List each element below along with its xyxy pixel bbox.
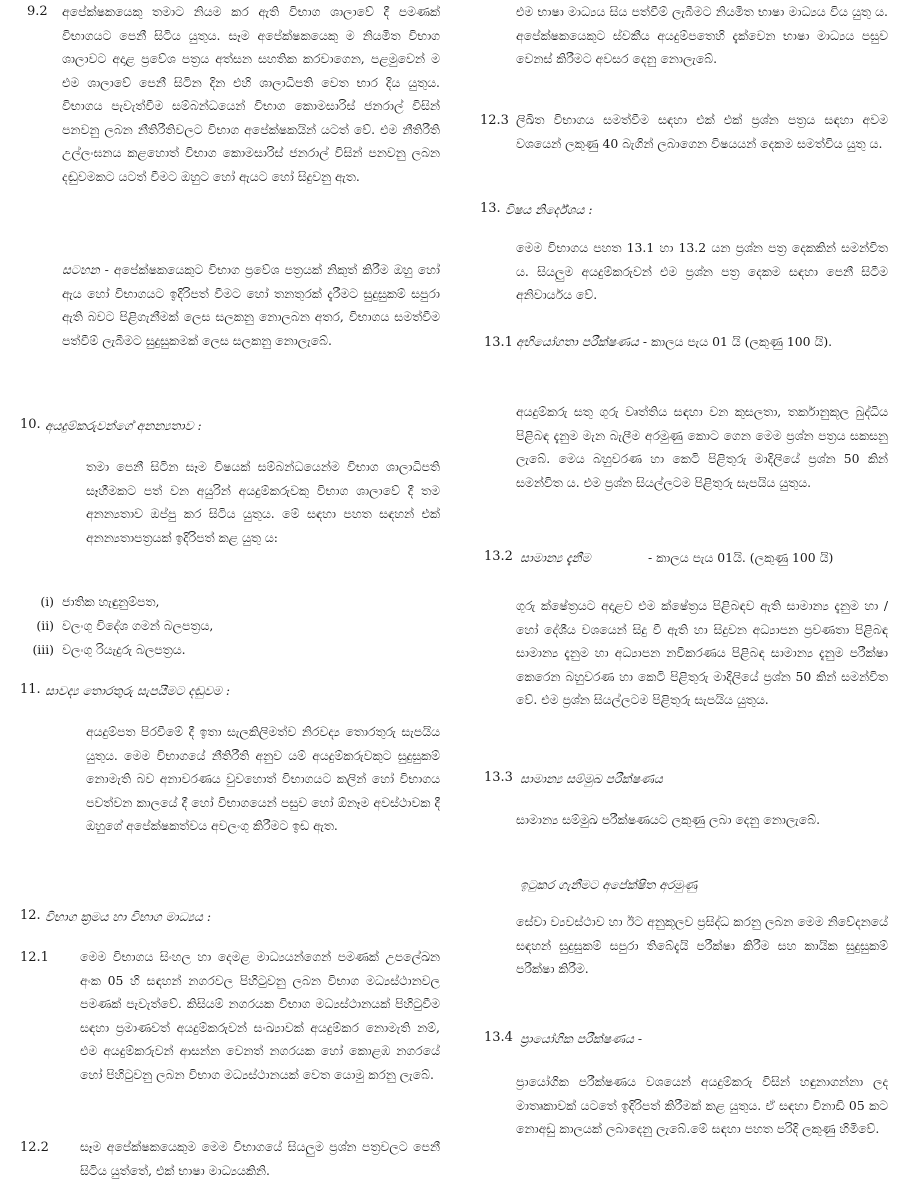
section-11-body: අයදුම්පත පිරවීමේ දී ඉතා සැලකිලිමත්ව නිරවද්‍ය තොරතුරු සැපයිය යුතුය. මෙම විභාගයේ නීතිරීති අනුව යම් අයදුම්කරුවකුට සුදුසුකම් නොමැති බව අනාවරණය වුවහොත් විභාගයට කලින් හෝ විභාගය පවත්වන කාලයේ දී හෝ විභාගයෙන් පසුව හෝ ඕනෑම අවස්ථාවක දී ඔහුගේ අපේක්ෂකත්වය අවලංගු කිරීමට ඉඩ ඇත. [86,724,440,833]
section-13-3-title: සාමාන්‍ය සම්මුඛ පරීක්ෂණය [520,771,663,786]
section-number-12-1: 12.1 [20,950,49,965]
section-13-heading: විෂය නිර්දේශය : [505,202,593,217]
note-label: සටහන - [62,262,109,277]
section-9-2-note [62,258,440,398]
section-number-12: 12. [20,908,41,923]
section-number-13-4: 13.4 [484,1030,513,1045]
section-10-body: තමා පෙනී සිටින සෑම විෂයක් සම්බන්ධයෙන්ම විභාග ශාලාධිපති සෑහීමකට පත් වන අයුරින් අයදුම්කරුවකු විභාග ශාලාවේ දී තම අනන්‍යතාව ඔප්පු කර සිටිය යුතුය. මේ සඳහා පහත සඳහන් එක් අනන්‍යතාපත්‍රයක් ඉදිරිපත් කළ යුතු ය: [86,459,440,545]
section-13-4-body: ප්‍රායෝගික පරීක්ෂණය වශයෙන් අයදුම්කරු විසින් හඳුනාගන්නා ලද මාතෘකාවක් යටතේ ඉදිරිපත් කිරීමක් කළ යුතුය. ඒ සඳහා විනාඩි 05 කට නොඅඩු කාලයක් ලබාදෙනු ලැබේ.මේ සඳහා පහත පරිදි ලකුණු හිමිවේ. [516,1074,888,1136]
section-13-2-time: - කාලය පැය 01යි. (ලකුණු 100 යි) [648,550,834,565]
section-13-1-body: අයදුම්කරු සතු ගුරු වෘත්තිය සඳහා වන කුසලතා, තර්කානුකූල බුද්ධිය පිළිබඳ දැනුම මැන බැලීම අරමුණු කොට ගෙන මෙම ප්‍රශ්න පත්‍රය සකසනු ලැබේ. මෙය බහුවරණ හා කෙටි පිළිතුරු මාදිලියේ ප්‍රශ්න 50 කින් සමන්විත ය. එම ප්‍රශ්න සියල්ලටම පිළිතුරු සැපයිය යුතුය. [516,404,888,490]
section-12-3-body: ලිඛිත විභාගය සමත්වීම සඳහා එක් එක් ප්‍රශ්න පත්‍රය සඳහා අවම වශයෙන් ලකුණු 40 බැගින් ලබාගෙන විෂයයන් දෙකම සමත්විය යුතු ය. [516,112,888,151]
section-number-13-1: 13.1 [484,335,513,350]
section-12-1-body: මෙම විභාගය සිංහල හා දෙමළ මාධ්‍යයන්ගෙන් පමණක් උපලේඛන අංක 05 හි සඳහන් නගරවල පිහිටුවනු ලබන විභාග මධ්‍යස්ථානවල පමණක් පැවැත්වේ. කිසියම් නගරයක විභාග මධ්‍යස්ථානයක් පිහිටුවීම සඳහා ප්‍රමාණවත් අයදුම්කරුවන් සංඛ්‍යාවක් අයදුම්කර නොමැති නම්, එම අයදුම්කරුවන් ආසන්න වෙනත් නගරයක හෝ කොළඹ නගරයේ හෝ පිහිටුවනු ලබන විභාග මධ්‍යස්ථානයක් වෙත යොමු කරනු ලැබේ. [80,949,440,1082]
list-item: (iii) වලංගු රියැදුරු බලපත්‍රය. [32,642,186,657]
section-number-10: 10. [20,417,41,432]
section-13-2-title: සාමාන්‍ය දැනීම [520,550,591,565]
section-12-2-body: සෑම අපේක්ෂකයෙකුම මෙම විභාගයේ සියලුම ප්‍රශ්න පත්‍රවලට පෙනී සිටිය යුත්තේ, එක් භාෂා මාධ්‍යයකිනි. [80,1139,440,1178]
note-body: අපේක්ෂකයෙකුට විභාග ප්‍රවේශ පත්‍රයක් නිකුත් කිරීම ඔහු හෝ ඇය හෝ විභාගයට ඉදිරිපත් වීමට හෝ තනතුරක් දැරීමට සුදුසුකම් සපුරා ඇති බවට පිළිගැනීමක් ලෙස සලකනු නොලබන අතර, විභාගය සමත්වීම පත්වීම් ලැබීමට සුදුසුකමක් ලෙස සලකනු නොලැබේ. [62,262,440,348]
section-13-body: මෙම විභාගය පහත 13.1 හා 13.2 යන ප්‍රශ්න පත්‍ර දෙකකින් සමන්විත ය. සියලුම අයදුම්කරුවන් එම ප්‍රශ්න පත්‍ර දෙකම සඳහා පෙනී සිටීම අනිවාර්යය වේ. [516,240,888,302]
expected-goals-title: ඉටුකර ගැනීමට අපේක්ෂිත අරමුණු [520,877,698,892]
section-10-heading: අයදුම්කරුවන්ගේ අනන්‍යතාව : [45,418,202,433]
section-11-heading: සාවද්‍ය තොරතුරු සැපයීමට දඬුවම : [45,683,231,698]
section-13-4-title: ප්‍රායෝගික පරීක්ෂණය - [520,1031,643,1046]
expected-goals-body: සේවා ව්‍යවස්ථාව හා ඊට අනුකූලව ප්‍රසිද්ධ කරනු ලබන මෙම නිවේදනයේ සඳහන් සුදුසුකම් සපුරා තිබේදැයි පරීක්ෂා කිරීම සහ කායික සුදුසුකම් පරීක්ෂා කිරීම. [516,914,888,976]
section-number-13-3: 13.3 [484,770,513,785]
section-number-9-2: 9.2 [27,4,48,19]
section-number-13: 13. [480,201,501,216]
section-12-heading: විභාග ක්‍රමය හා විභාග මාධ්‍යය : [45,909,212,924]
list-item: (i) ජාතික හැඳුනුම්පත, [40,594,160,609]
section-number-13-2: 13.2 [484,549,513,564]
section-13-1-heading: අභියෝගතා පරීක්ෂණය - කාලය පැය 01 යි (ලකුණු 100 යි). [516,334,833,349]
section-number-12-3: 12.3 [480,113,509,128]
section-12-2-continued: එම භාෂා මාධ්‍යය සිය පත්වීම් ලැබීමට නියමිත භාෂා මාධ්‍යය විය යුතු ය. අපේක්ෂකයෙකුට ස්වකීය අයදුම්පතෙහි දැක්වෙන භාෂා මාධ්‍යය පසුව වෙනස් කිරීමට අවසර දෙනු නොලැබේ. [516,4,888,66]
section-number-12-2: 12.2 [20,1140,49,1155]
section-13-2-body: ගුරු ක්ෂේත්‍රයට අදාළව එම ක්ෂේත්‍රය පිළිබඳව ඇති සාමාන්‍ය දැනුම හා / හෝ දේශීය වශයෙන් සිදු වී ඇති හා සිදුවන අධ්‍යාපන ප්‍රවණතා පිළිබඳ සාමාන්‍ය දැනුම හා අධ්‍යාපන නවීකරණය පිළිබඳ සාමාන්‍ය දැනුම පරීක්ෂා කෙරෙන බහුවරණ හා කෙටි පිළිතුරු මාදිලියේ ප්‍රශ්න 50 කින් සමන්විත වේ. එම ප්‍රශ්න සියල්ලටම පිළිතුරු සැපයිය යුතුය. [516,598,888,707]
list-item: (ii) වලංගු විදේශ ගමන් බලපත්‍රය, [36,618,214,633]
section-number-11: 11. [20,682,41,697]
section-13-3-body: සාමාන්‍ය සම්මුඛ පරීක්ෂණයට ලකුණු ලබා දෙනු නොලැබේ. [516,812,821,827]
id-document-list [20,590,440,662]
section-9-2-body: අපේක්ෂකයෙකු තමාට නියම කර ඇති විභාග ශාලාවේ දී පමණක් විභාගයට පෙනී සිටිය යුතුය. සෑම අපේක්ෂකයෙකු ම නියමිත විභාග ශාලාවට අදාළ ප්‍රවේශ පත්‍රය අත්සන සහතික කරවාගෙන, පළමුවෙන් ම එම ශාලාවේ පෙනී සිටින දින එහි ශාලාධිපති වෙත භාර දිය යුතුය. විභාගය පැවැත්වීම සම්බන්ධයෙන් විභාග කොමසාරිස් ජනරාල් විසින් පනවනු ලබන නීතිරීතිවලට විභාග අපේක්ෂකයින් යටත් වේ. එම නීතිරීති උල්ලංඝනය කළහොත් විභාග කොමසාරිස් ජනරාල් විසින් පනවනු ලබන දඬුවමකට යටත් වීමට ඔහුට හෝ ඇයට හෝ සිදුවනු ඇත. [62,4,440,184]
